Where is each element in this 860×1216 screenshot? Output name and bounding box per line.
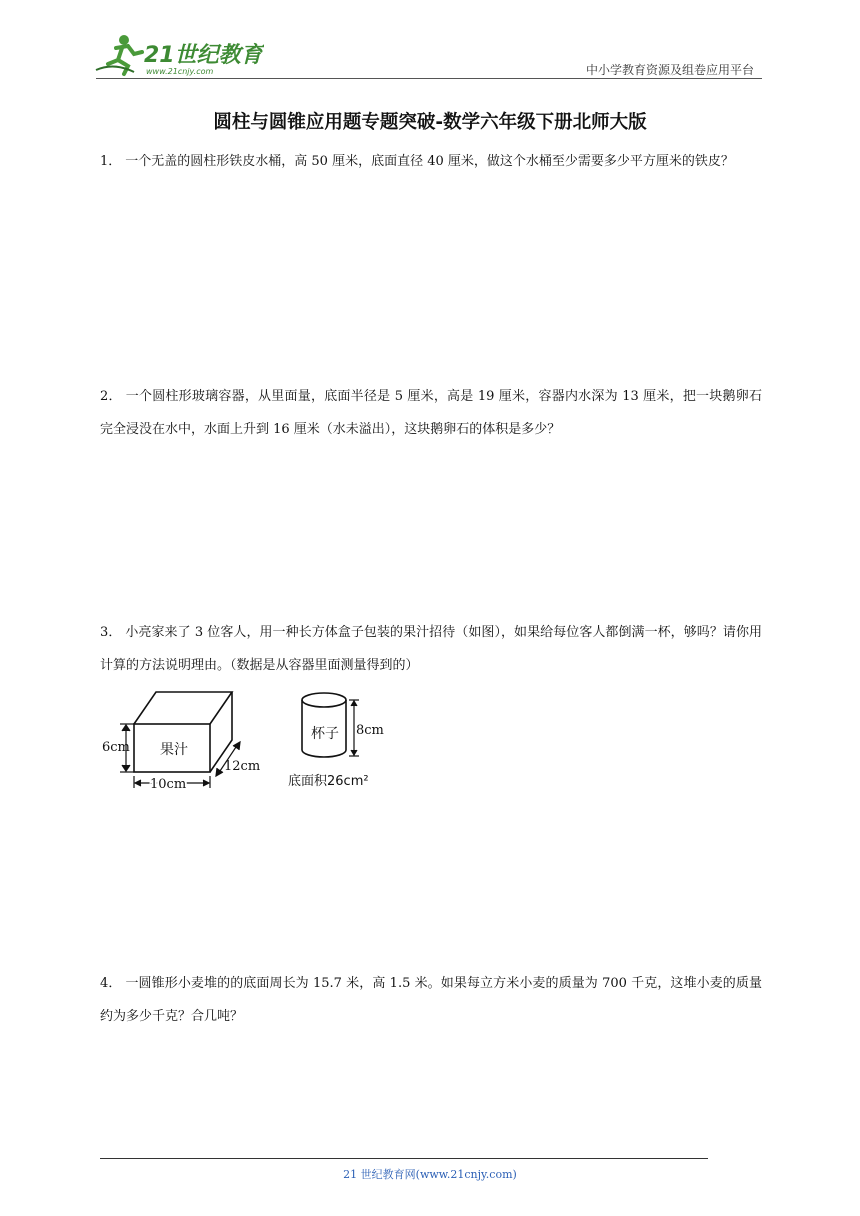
question-text: 一个无盖的圆柱形铁皮水桶，高 50 厘米，底面直径 40 厘米，做这个水桶至少需要多少平方厘米的铁皮？ (125, 154, 734, 169)
question-1 (100, 145, 762, 178)
juice-box-label: 果汁 (160, 742, 188, 758)
question-text: 一圆锥形小麦堆的的底面周长为 15.7 米，高 1.5 米。如果每立方米小麦的质量为 700 千克，这堆小麦的质量约为多少千克？合几吨？ (100, 976, 762, 1024)
juice-box-diagram (134, 692, 232, 772)
cup-label: 杯子 (311, 726, 339, 742)
site-logo (94, 32, 264, 78)
logo-url: www.21cnjy.com (146, 67, 214, 76)
header-divider (96, 78, 762, 79)
question-number: 2． (100, 389, 122, 404)
question-3 (100, 616, 762, 682)
question-4 (100, 967, 762, 1033)
box-length-label: 10cm (150, 777, 187, 792)
header-platform-text: 中小学教育资源及组卷应用平台 (585, 63, 754, 77)
footer-divider (100, 1158, 708, 1159)
box-depth-label: 12cm (224, 759, 261, 774)
logo-text: 21世纪教育 (144, 43, 263, 68)
cup-height-label: 8cm (356, 723, 384, 738)
question-number: 1． (100, 154, 122, 169)
question-number: 4． (100, 976, 122, 991)
cup-diagram (302, 693, 346, 757)
question-text: 一个圆柱形玻璃容器，从里面量，底面半径是 5 厘米，高是 19 厘米，容器内水深为 13 厘米，把一块鹅卵石完全浸没在水中，水面上升到 16 厘米（水未溢出），这块鹅卵石的体积是多少？ (100, 389, 762, 437)
cup-base-area-label: 底面积26cm² (288, 774, 369, 789)
box-height-label: 6cm (102, 740, 130, 755)
question-3-figure (100, 686, 400, 796)
question-number: 3． (100, 625, 122, 640)
page-header (0, 0, 860, 82)
question-2 (100, 380, 762, 446)
runner-icon (96, 35, 142, 74)
page-title: 圆柱与圆锥应用题专题突破-数学六年级下册北师大版 (213, 112, 647, 133)
footer-link[interactable]: 21 世纪教育网(www.21cnjy.com) (343, 1168, 517, 1181)
question-text: 小亮家来了 3 位客人，用一种长方体盒子包装的果汁招待（如图），如果给每位客人都倒满一杯，够吗？请你用计算的方法说明理由。（数据是从容器里面测量得到的） (100, 625, 762, 673)
